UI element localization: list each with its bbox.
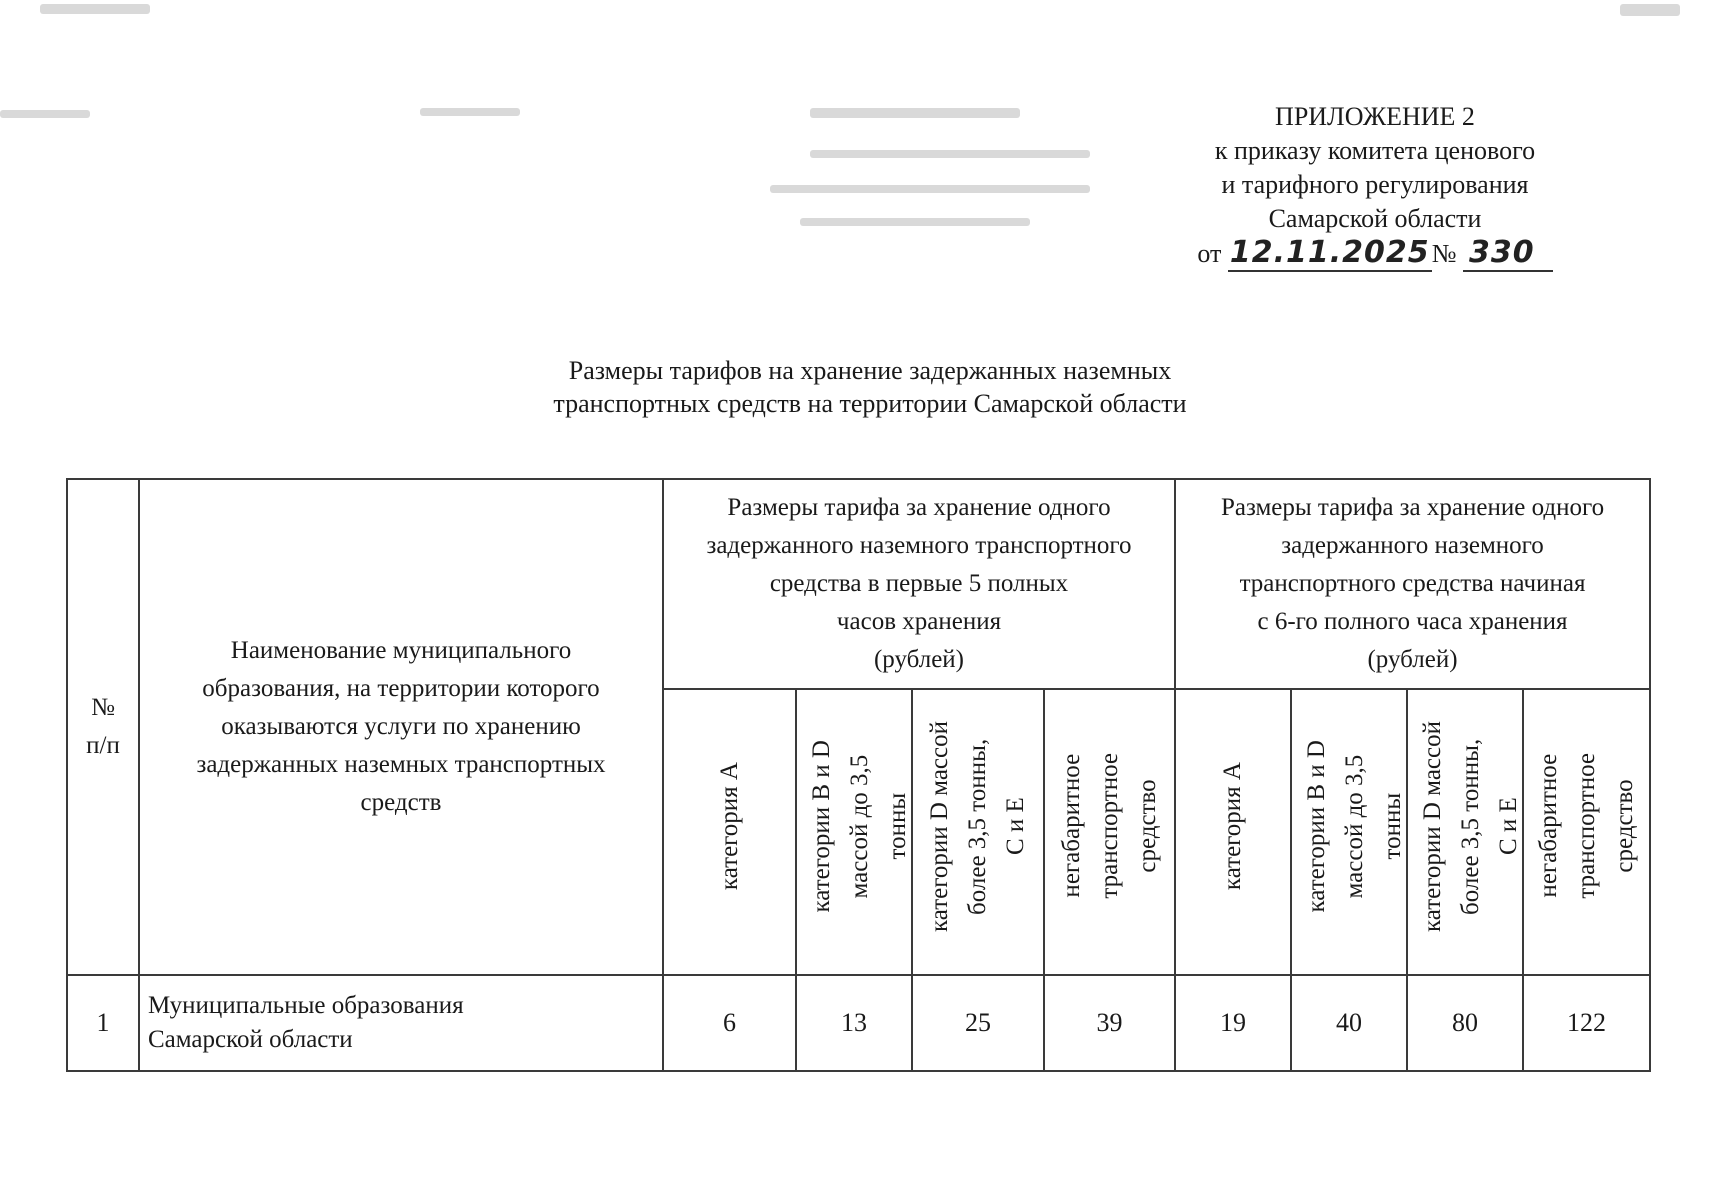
subheader-g1-category-a: [663, 689, 796, 975]
subheader-g1-category-d-c-e: [912, 689, 1044, 975]
scan-speck: [770, 185, 1090, 193]
title-line-1: Размеры тарифов на хранение задержанных наземных: [568, 356, 1172, 385]
subheader-g1-oversized: [1044, 689, 1175, 975]
value-g2-oversized: 122: [1523, 975, 1650, 1071]
document-title: [440, 354, 1300, 420]
value-g1-category-b-d: 13: [796, 975, 912, 1071]
header-group-first-5-hours: Размеры тарифа за хранение одного задержанного наземного транспортного средства в первые 5 полных часов хранения (рублей): [663, 479, 1175, 689]
order-number: 330: [1463, 235, 1553, 272]
value-g2-category-a: 19: [1175, 975, 1291, 1071]
scan-speck: [810, 150, 1090, 158]
subheader-label: негабаритное транспортное средство: [1057, 753, 1161, 899]
scan-speck: [40, 4, 150, 14]
scan-speck: [0, 110, 90, 118]
value-g1-oversized: 39: [1044, 975, 1175, 1071]
subheader-g2-category-b-d: [1291, 689, 1407, 975]
subheader-label: категории В и D массой до 3,5 тонны: [1303, 739, 1406, 913]
appendix-line-2: и тарифного регулирования: [1221, 170, 1529, 199]
subheader-label: категория А: [1219, 761, 1246, 891]
subheader-label: негабаритное транспортное средство: [1535, 753, 1638, 899]
header-number: № п/п: [67, 479, 139, 975]
scan-speck: [1620, 4, 1680, 16]
title-line-2: транспортных средств на территории Самарской области: [553, 389, 1187, 418]
table-row: [67, 975, 1650, 1071]
subheader-g1-category-b-d: [796, 689, 912, 975]
number-sign: №: [1431, 239, 1457, 268]
appendix-heading: ПРИЛОЖЕНИЕ 2: [1275, 102, 1475, 131]
scan-speck: [420, 108, 520, 116]
value-g2-category-d-c-e: 80: [1407, 975, 1523, 1071]
appendix-line-1: к приказу комитета ценового: [1214, 136, 1536, 165]
row-municipality: Муниципальные образования Самарской области: [139, 975, 663, 1071]
subheader-g2-category-a: [1175, 689, 1291, 975]
subheader-label: категории В и D массой до 3,5 тонны: [808, 739, 911, 913]
subheader-g2-oversized: [1523, 689, 1650, 975]
subheader-label: категории D массой более 3,5 тонны, С и Е: [926, 720, 1029, 932]
subheader-g2-category-d-c-e: [1407, 689, 1523, 975]
order-date-line: [1175, 236, 1575, 271]
tariff-table: [66, 478, 1651, 1072]
subheader-label: категории D массой более 3,5 тонны, С и Е: [1419, 720, 1522, 932]
scan-speck: [810, 108, 1020, 118]
appendix-block: [1175, 100, 1575, 271]
header-municipality: Наименование муниципального образования, на территории которого оказываются услуги по хранению задержанных наземных транспортных средств: [139, 479, 663, 975]
scan-speck: [800, 218, 1030, 226]
order-date: 12.11.2025: [1229, 235, 1430, 270]
row-number: 1: [67, 975, 139, 1071]
subheader-label: категория А: [715, 761, 743, 891]
value-g1-category-d-c-e: 25: [912, 975, 1044, 1071]
date-prefix: от: [1197, 239, 1222, 268]
header-group-from-6th-hour: Размеры тарифа за хранение одного задержанного наземного транспортного средства начиная с 6-го полного часа хранения (рублей): [1175, 479, 1650, 689]
value-g1-category-a: 6: [663, 975, 796, 1071]
appendix-line-3: Самарской области: [1268, 204, 1482, 233]
value-g2-category-b-d: 40: [1291, 975, 1407, 1071]
